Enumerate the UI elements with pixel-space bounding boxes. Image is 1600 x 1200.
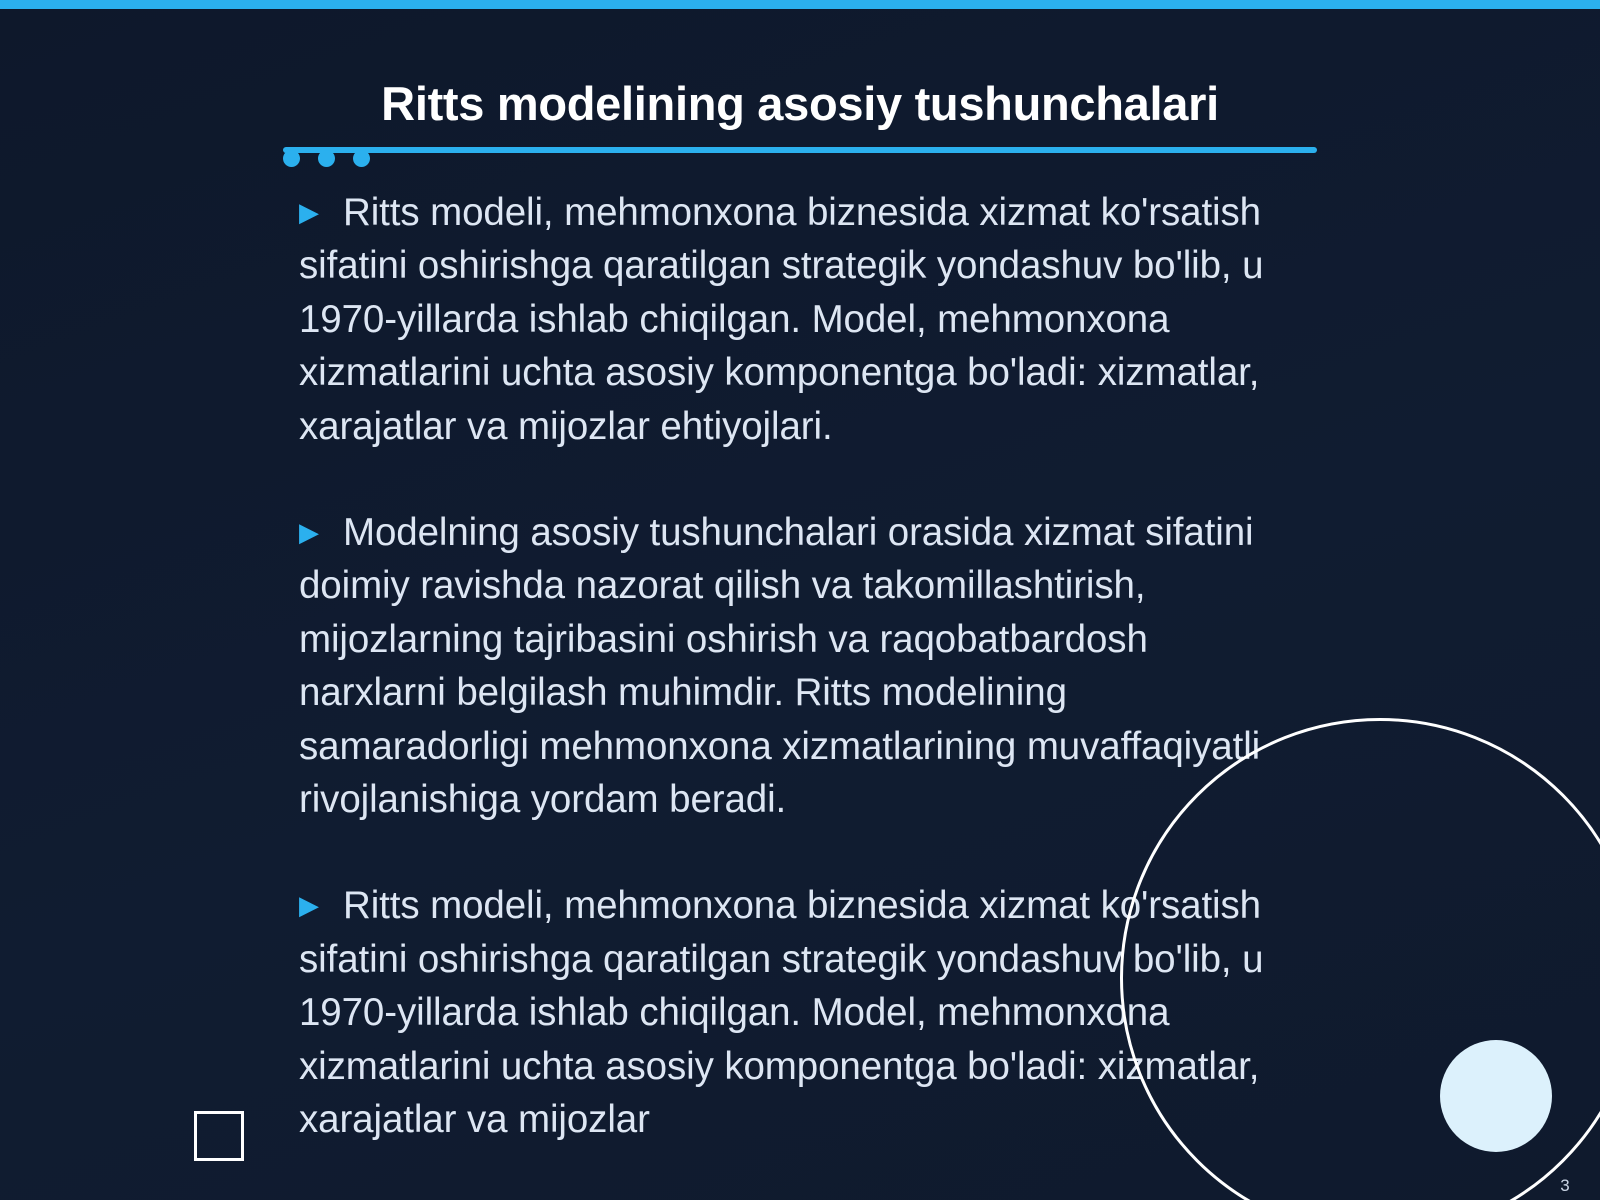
bullet-text: Ritts modeli, mehmonxona biznesida xizmat ko'rsatish sifatini oshirishga qaratilgan strategik yondashuv bo'lib, u 1970-yillarda ishlab chiqilgan. Model, mehmonxona xizmatlarini uchta asosiy komponentga bo'ladi: xizmatlar, xarajatlar va mijozlar — [299, 884, 1264, 1142]
bullet-text: Ritts modeli, mehmonxona biznesida xizmat ko'rsatish sifatini oshirishga qaratilgan strategik yondashuv bo'lib, u 1970-yillarda ishlab chiqilgan. Model, mehmonxona xizmatlarini uchta asosiy komponentga bo'ladi: xizmatlar, xarajatlar va mijozlar ehtiyojlari. — [299, 191, 1264, 448]
decor-dot — [353, 150, 370, 167]
decor-dot — [318, 150, 335, 167]
page-number: 3 — [1560, 1176, 1570, 1195]
title-underline — [283, 147, 1317, 153]
top-accent-bar — [0, 0, 1600, 9]
decor-dot — [283, 150, 300, 167]
slide-title: Ritts modelining asosiy tushunchalari — [381, 77, 1219, 130]
bullet-item — [299, 506, 1289, 826]
bullet-item — [299, 186, 1289, 453]
bullet-arrow-icon: ▶ — [299, 197, 319, 227]
bullet-text: Modelning asosiy tushunchalari orasida xizmat sifatini doimiy ravishda nazorat qilish va takomillashtirish, mijozlarning tajribasini oshirish va raqobatbardosh narxlarni belgilash muhimdir. Ritts modelining samaradorligi mehmonxona xizmatlarining muvaffaqiyatli rivojlanishiga yordam beradi. — [299, 511, 1261, 822]
bullet-arrow-icon: ▶ — [299, 517, 319, 548]
decor-disc — [1440, 1040, 1552, 1152]
bullet-arrow-icon: ▶ — [299, 890, 319, 921]
decor-square — [194, 1111, 244, 1161]
